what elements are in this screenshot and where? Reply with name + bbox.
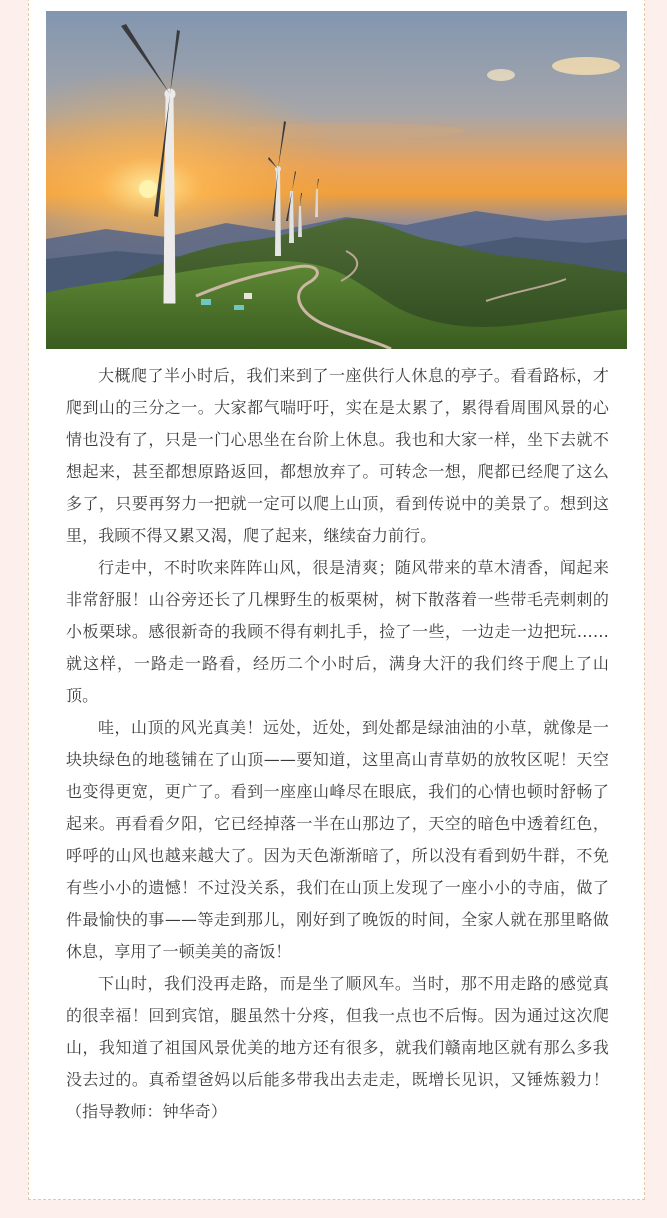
article-body (66, 360, 609, 1128)
article-paragraph-3: 哇，山顶的风光真美！远处，近处，到处都是绿油油的小草，就像是一块块绿色的地毯铺在了山顶——要知道，这里高山青草奶的放牧区呢！天空也变得更宽，更广了。看到一座座山峰尽在眼底，我们的心情也顿时舒畅了起来。再看看夕阳，它已经掉落一半在山那边了，天空的暗色中透着红色，呼呼的山风也越来越大了。因为天色渐渐暗了，所以没有看到奶牛群，不免有些小小的遗憾！不过没关系，我们在山顶上发现了一座小小的寺庙，做了件最愉快的事——等走到那儿，刚好到了晚饭的时间，全家人就在那里略做休息，享用了一顿美美的斋饭！ (66, 718, 609, 961)
article-paragraph-1: 大概爬了半小时后，我们来到了一座供行人休息的亭子。看看路标，才爬到山的三分之一。大家都气喘吁吁，实在是太累了，累得看周围风景的心情也没有了，只是一门心思坐在台阶上休息。我也和大家一样，坐下去就不想起来，甚至都想原路返回，都想放弃了。可转念一想，爬都已经爬了这么多了，只要再努力一把就一定可以爬上山顶，看到传说中的美景了。想到这里，我顾不得又累又渴，爬了起来，继续奋力前行。 (66, 366, 609, 545)
article-paragraph-2: 行走中，不时吹来阵阵山风，很是清爽；随风带来的草木清香，闻起来非常舒服！山谷旁还长了几棵野生的板栗树，树下散落着一些带毛壳刺刺的小板栗球。感很新奇的我顾不得有刺扎手，捡了一些，一边走一边把玩……就这样，一路走一路看，经历二个小时后，满身大汗的我们终于爬上了山顶。 (66, 558, 609, 705)
wind-turbine-photo (46, 11, 627, 349)
article-paragraph-4: 下山时，我们没再走路，而是坐了顺风车。当时，那不用走路的感觉真的很幸福！回到宾馆，腿虽然十分疼，但我一点也不后悔。因为通过这次爬山，我知道了祖国风景优美的地方还有很多，就我们赣南地区就有那么多我没去过的。真希望爸妈以后能多带我出去走走，既增长见识，又锤炼毅力！（指导教师：钟华奇） (66, 974, 609, 1121)
